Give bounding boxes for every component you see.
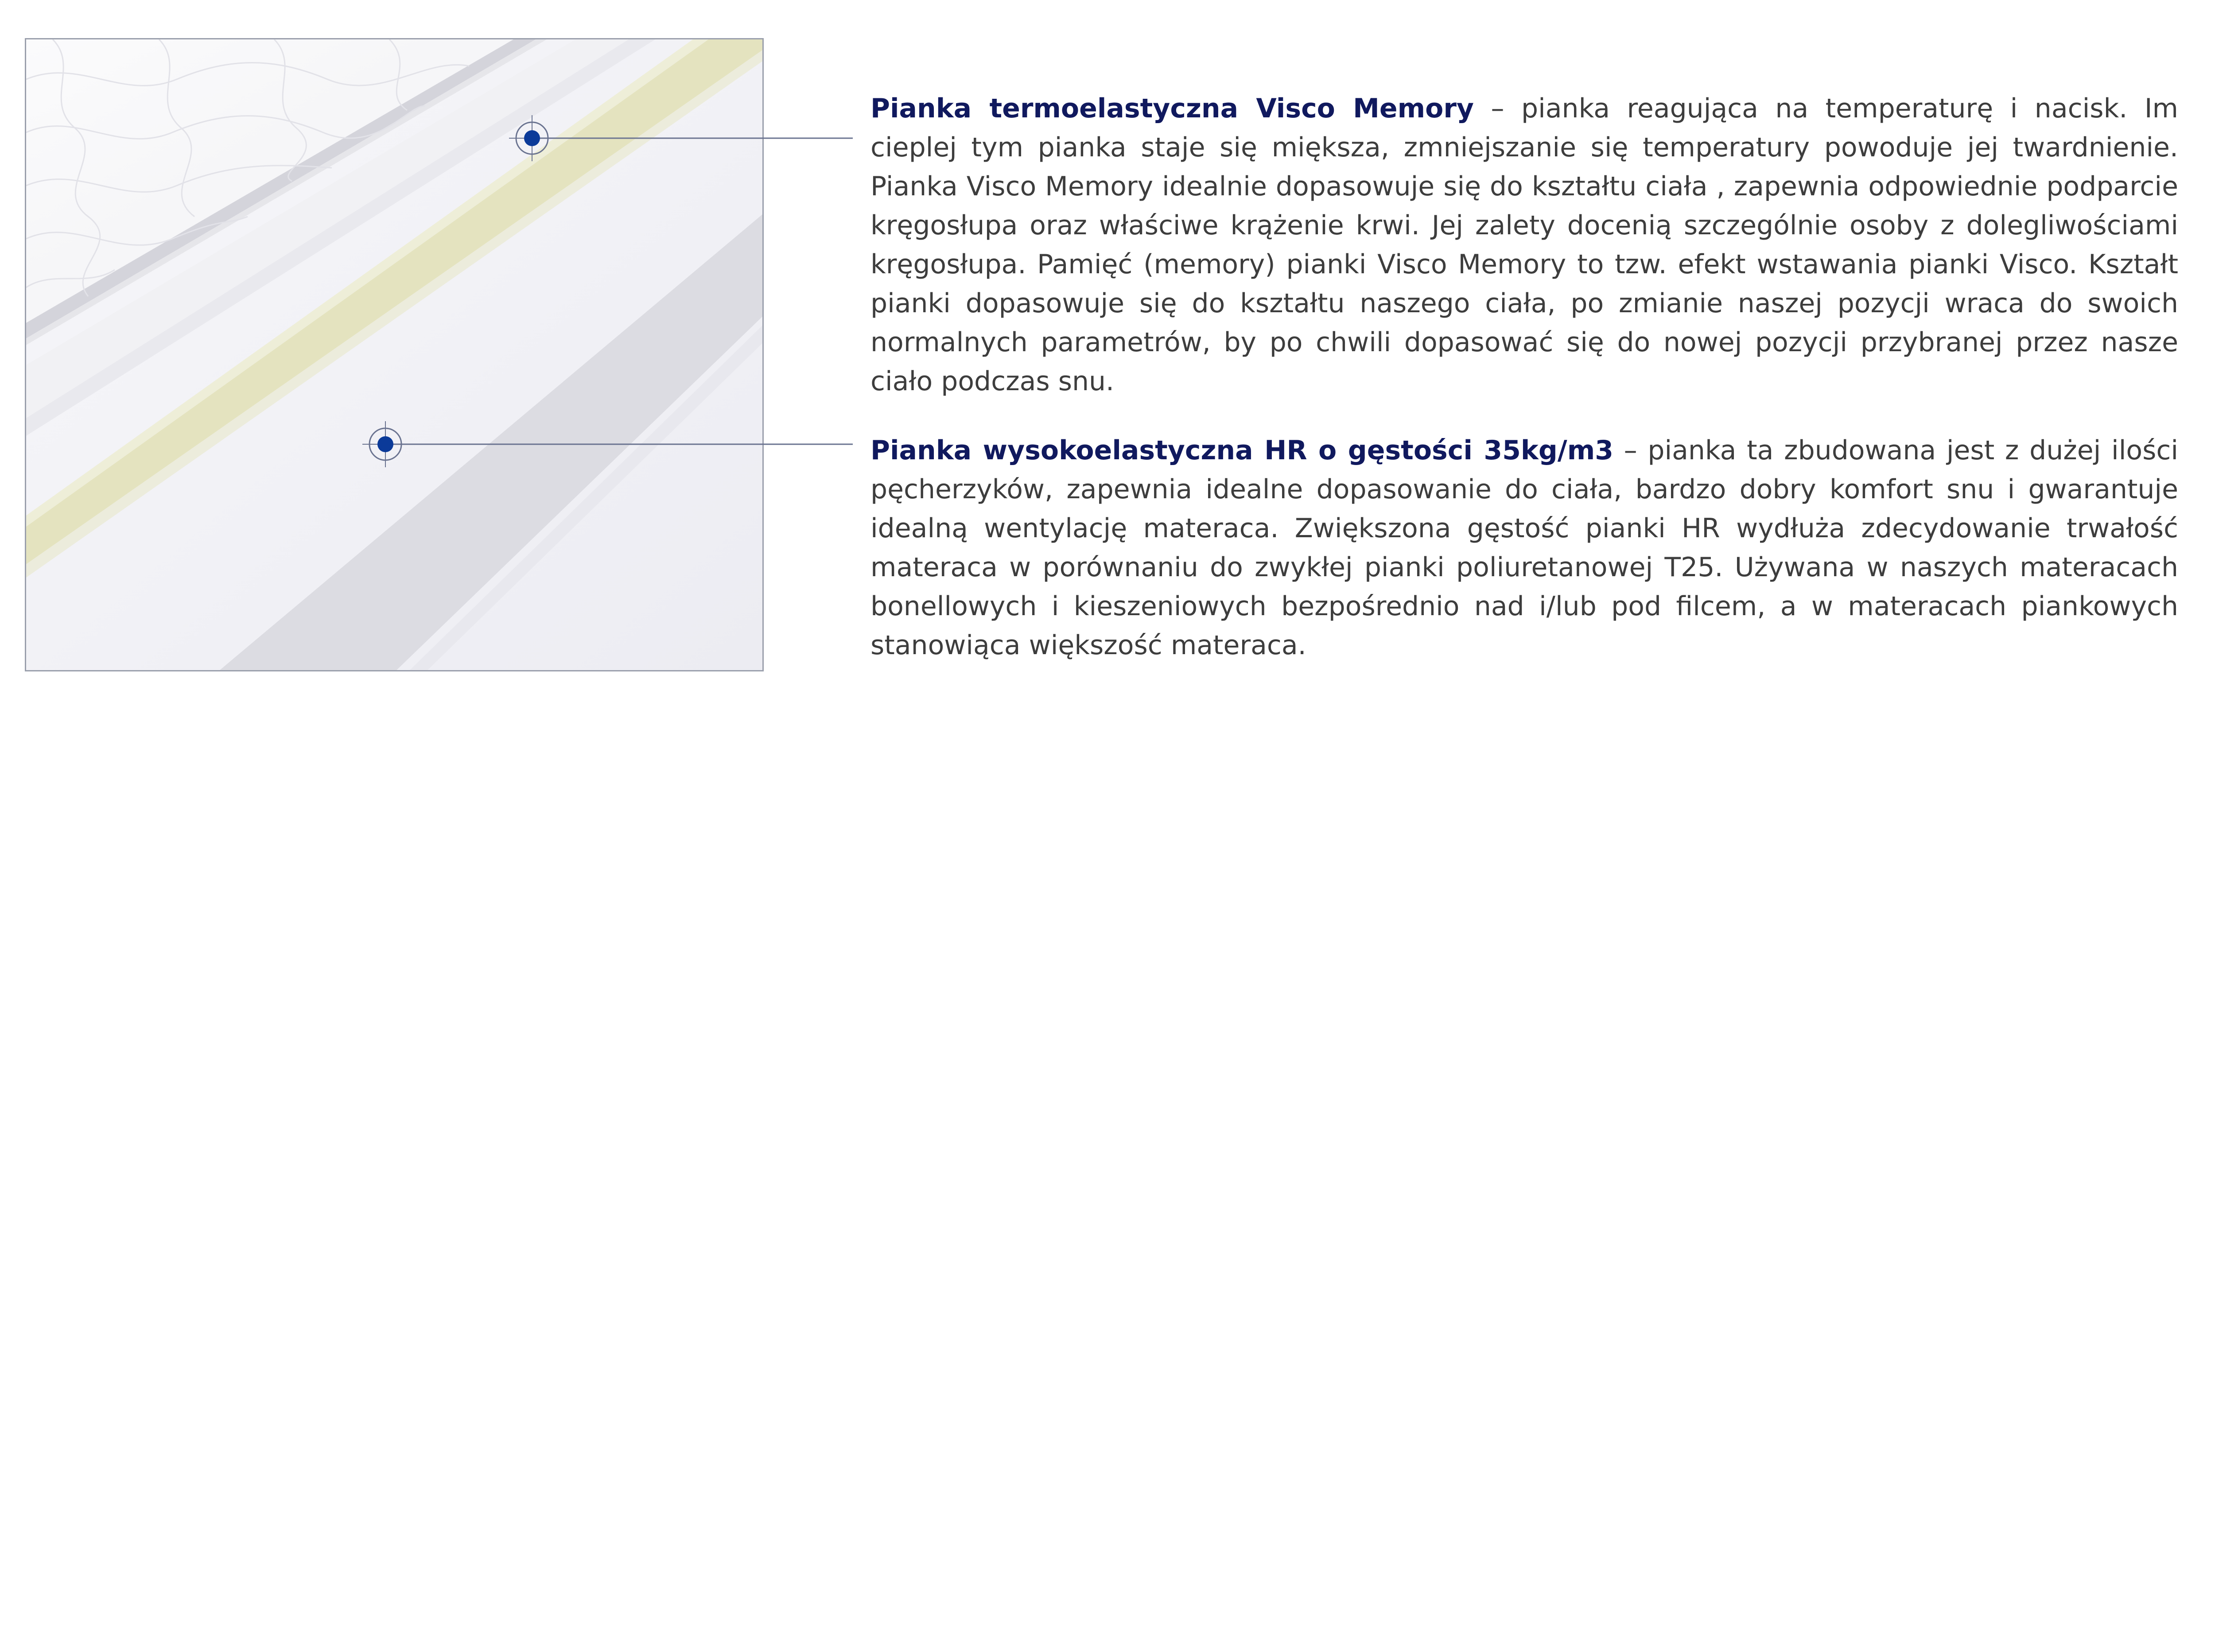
callout-marker-icon [362, 421, 853, 467]
visco-memory-text: – pianka reagująca na temperaturę i nacisk. Im cieplej tym pianka staje się miększa, zmniejszanie się temperatury powoduje jej twardnienie. Pianka Visco Memory idealnie dopasowuje się do kształtu ciała , zapewnia odpowiednie podparcie kręgosłupa oraz właściwe krążenie krwi. Jej zalety docenią szczególnie osoby z dolegliwościami kręgosłupa. Pamięć (memory) pianki Visco Memory to tzw. efekt wstawania pianki Visco. Kształt pianki dopasowuje się do kształtu naszego ciała, po zmianie naszej pozycji wraca do swoich normalnych parametrów, by po chwili dopasować się do nowej pozycji przybranej przez nasze ciało podczas snu. [870, 93, 2178, 397]
hr-foam-description [870, 431, 2178, 665]
callout-marker-icon [509, 115, 853, 161]
hr-foam-term: Pianka wysokoelastyczna HR o gęstości 35kg/m3 [870, 435, 1613, 466]
hr-foam-text: – pianka ta zbudowana jest z dużej ilości pęcherzyków, zapewnia idealne dopasowanie do ciała, bardzo dobry komfort snu i gwarantuje idealną wentylację materaca. Zwiększona gęstość pianki HR wydłuża zdecydowanie trwałość materaca w porównaniu do zwykłej pianki poliuretanowej T25. Używana w naszych materacach bonellowych i kieszeniowych bezpośrednio nad i/lub pod filcem, a w materacach piankowych stanowiąca większość materaca. [870, 435, 2178, 661]
visco-memory-description [870, 89, 2178, 401]
visco-memory-term: Pianka termoelastyczna Visco Memory [870, 93, 1474, 124]
